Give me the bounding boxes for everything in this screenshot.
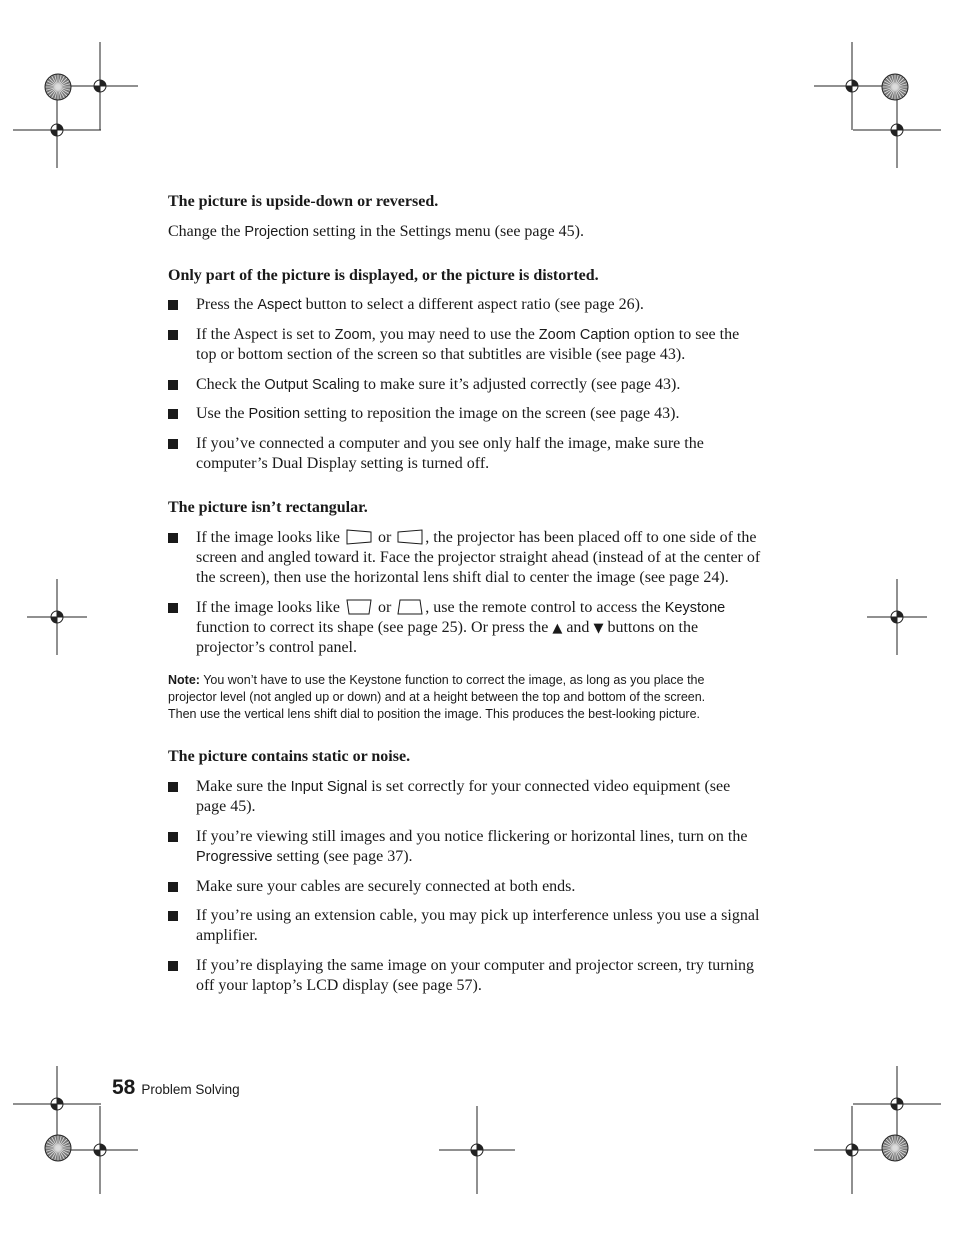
bullet-icon <box>168 409 178 419</box>
bullet-icon <box>168 832 178 842</box>
bullet-icon <box>168 911 178 921</box>
menu-term-zoom: Zoom <box>334 327 372 343</box>
menu-term-output-scaling: Output Scaling <box>264 377 360 393</box>
registration-mark-icon <box>853 1066 941 1142</box>
menu-term-progressive: Progressive <box>196 849 273 865</box>
footer-section-title: Problem Solving <box>141 1082 240 1097</box>
page-number: 58 <box>112 1076 136 1099</box>
heading-upside-down: The picture is upside-down or reversed. <box>168 193 439 210</box>
bullet-icon <box>168 961 178 971</box>
bullet-icon <box>168 380 178 390</box>
registration-mark-icon <box>62 42 138 130</box>
bullet-icon <box>168 533 178 543</box>
up-arrow-icon: ▲ <box>552 621 563 636</box>
registration-mark-icon <box>439 1106 515 1194</box>
heading-static-noise: The picture contains static or noise. <box>168 748 411 765</box>
menu-term-keystone: Keystone <box>664 600 726 616</box>
menu-term-aspect: Aspect <box>257 297 302 313</box>
menu-term-zoom-caption: Zoom Caption <box>538 327 630 343</box>
registration-mark-icon <box>27 579 87 655</box>
bullet-icon <box>168 439 178 449</box>
keystone-vertical-bottom-icon <box>397 599 423 615</box>
menu-term-input-signal: Input Signal <box>290 779 368 795</box>
registration-mark-icon <box>13 92 101 168</box>
paragraph-projection: Change the Projection setting in the Settings menu (see page 45). <box>168 223 584 240</box>
bullet-icon <box>168 300 178 310</box>
keystone-horizontal-right-icon <box>397 529 423 545</box>
keystone-horizontal-left-icon <box>346 529 372 545</box>
heading-partial-picture: Only part of the picture is displayed, or the picture is distorted. <box>168 267 599 284</box>
bullet-icon <box>168 782 178 792</box>
note-label: Note: <box>168 673 200 687</box>
bullet-icon <box>168 330 178 340</box>
bullet-icon <box>168 603 178 613</box>
menu-term-projection: Projection <box>244 224 309 240</box>
heading-not-rectangular: The picture isn’t rectangular. <box>168 499 368 516</box>
note: Note: You won’t have to use the Keystone function to correct the image, as long as you place the projector level (not angled up or down) and at a height between the top and bottom of the screen. Then use the vertical lens shift dial to position the image. This produces the best-looking picture. <box>168 673 706 721</box>
registration-mark-icon <box>62 1106 138 1194</box>
registration-mark-icon <box>13 1066 101 1142</box>
bullet-icon <box>168 882 178 892</box>
color-target-icon <box>882 74 908 100</box>
color-target-icon <box>45 1135 71 1161</box>
menu-term-position: Position <box>248 406 301 422</box>
registration-mark-icon <box>814 1106 890 1194</box>
page-footer <box>112 1076 240 1100</box>
keystone-vertical-top-icon <box>346 599 372 615</box>
color-target-icon <box>882 1135 908 1161</box>
registration-mark-icon <box>853 92 941 168</box>
down-arrow-icon: ▼ <box>593 621 604 636</box>
registration-mark-icon <box>814 42 890 130</box>
color-target-icon <box>45 74 71 100</box>
registration-mark-icon <box>867 579 927 655</box>
